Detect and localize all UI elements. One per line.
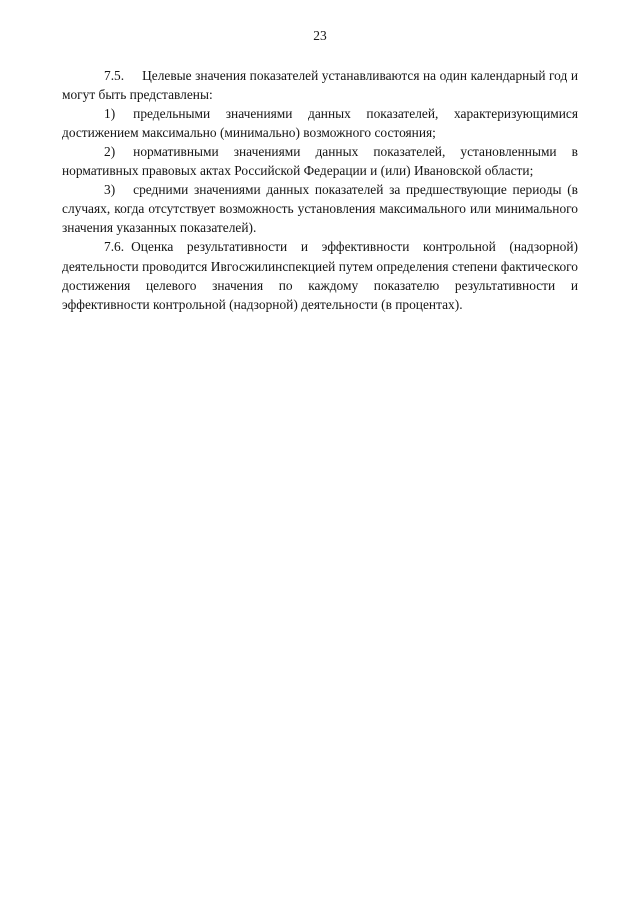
paragraph-clause-7-5 xyxy=(62,66,578,104)
paragraph-item-2 xyxy=(62,142,578,180)
paragraph-text: Оценка результативности и эффективности контрольной (надзорной) деятельности проводится Ивгосжилинспекцией путем определения степени фактического достижения целевого значения по каждому показателю результативности и эффективности контрольной (надзорной) деятельности (в процентах). xyxy=(62,239,578,312)
paragraph-text: Целевые значения показателей устанавливаются на один календарный год и могут быть представлены: xyxy=(62,68,578,103)
page-number: 23 xyxy=(313,28,327,43)
paragraph-marker: 2) xyxy=(104,144,116,160)
paragraph-marker: 3) xyxy=(104,182,116,198)
paragraph-text: предельными значениями данных показателей, характеризующимися достижением максимально (минимально) возможного состояния; xyxy=(62,106,578,141)
document-body xyxy=(62,66,578,313)
paragraph-text: средними значениями данных показателей за предшествующие периоды (в случаях, когда отсутствует возможность установления максимального или минимального значения указанных показателей). xyxy=(62,182,578,236)
paragraph-item-1 xyxy=(62,104,578,142)
paragraph-clause-7-6 xyxy=(62,237,578,313)
paragraph-text: нормативными значениями данных показателей, установленными в нормативных правовых актах Российской Федерации и (или) Ивановской области; xyxy=(62,144,578,179)
paragraph-marker: 7.6. xyxy=(104,239,125,255)
paragraph-item-3 xyxy=(62,180,578,237)
paragraph-marker: 1) xyxy=(104,106,116,122)
paragraph-marker: 7.5. xyxy=(104,68,125,84)
